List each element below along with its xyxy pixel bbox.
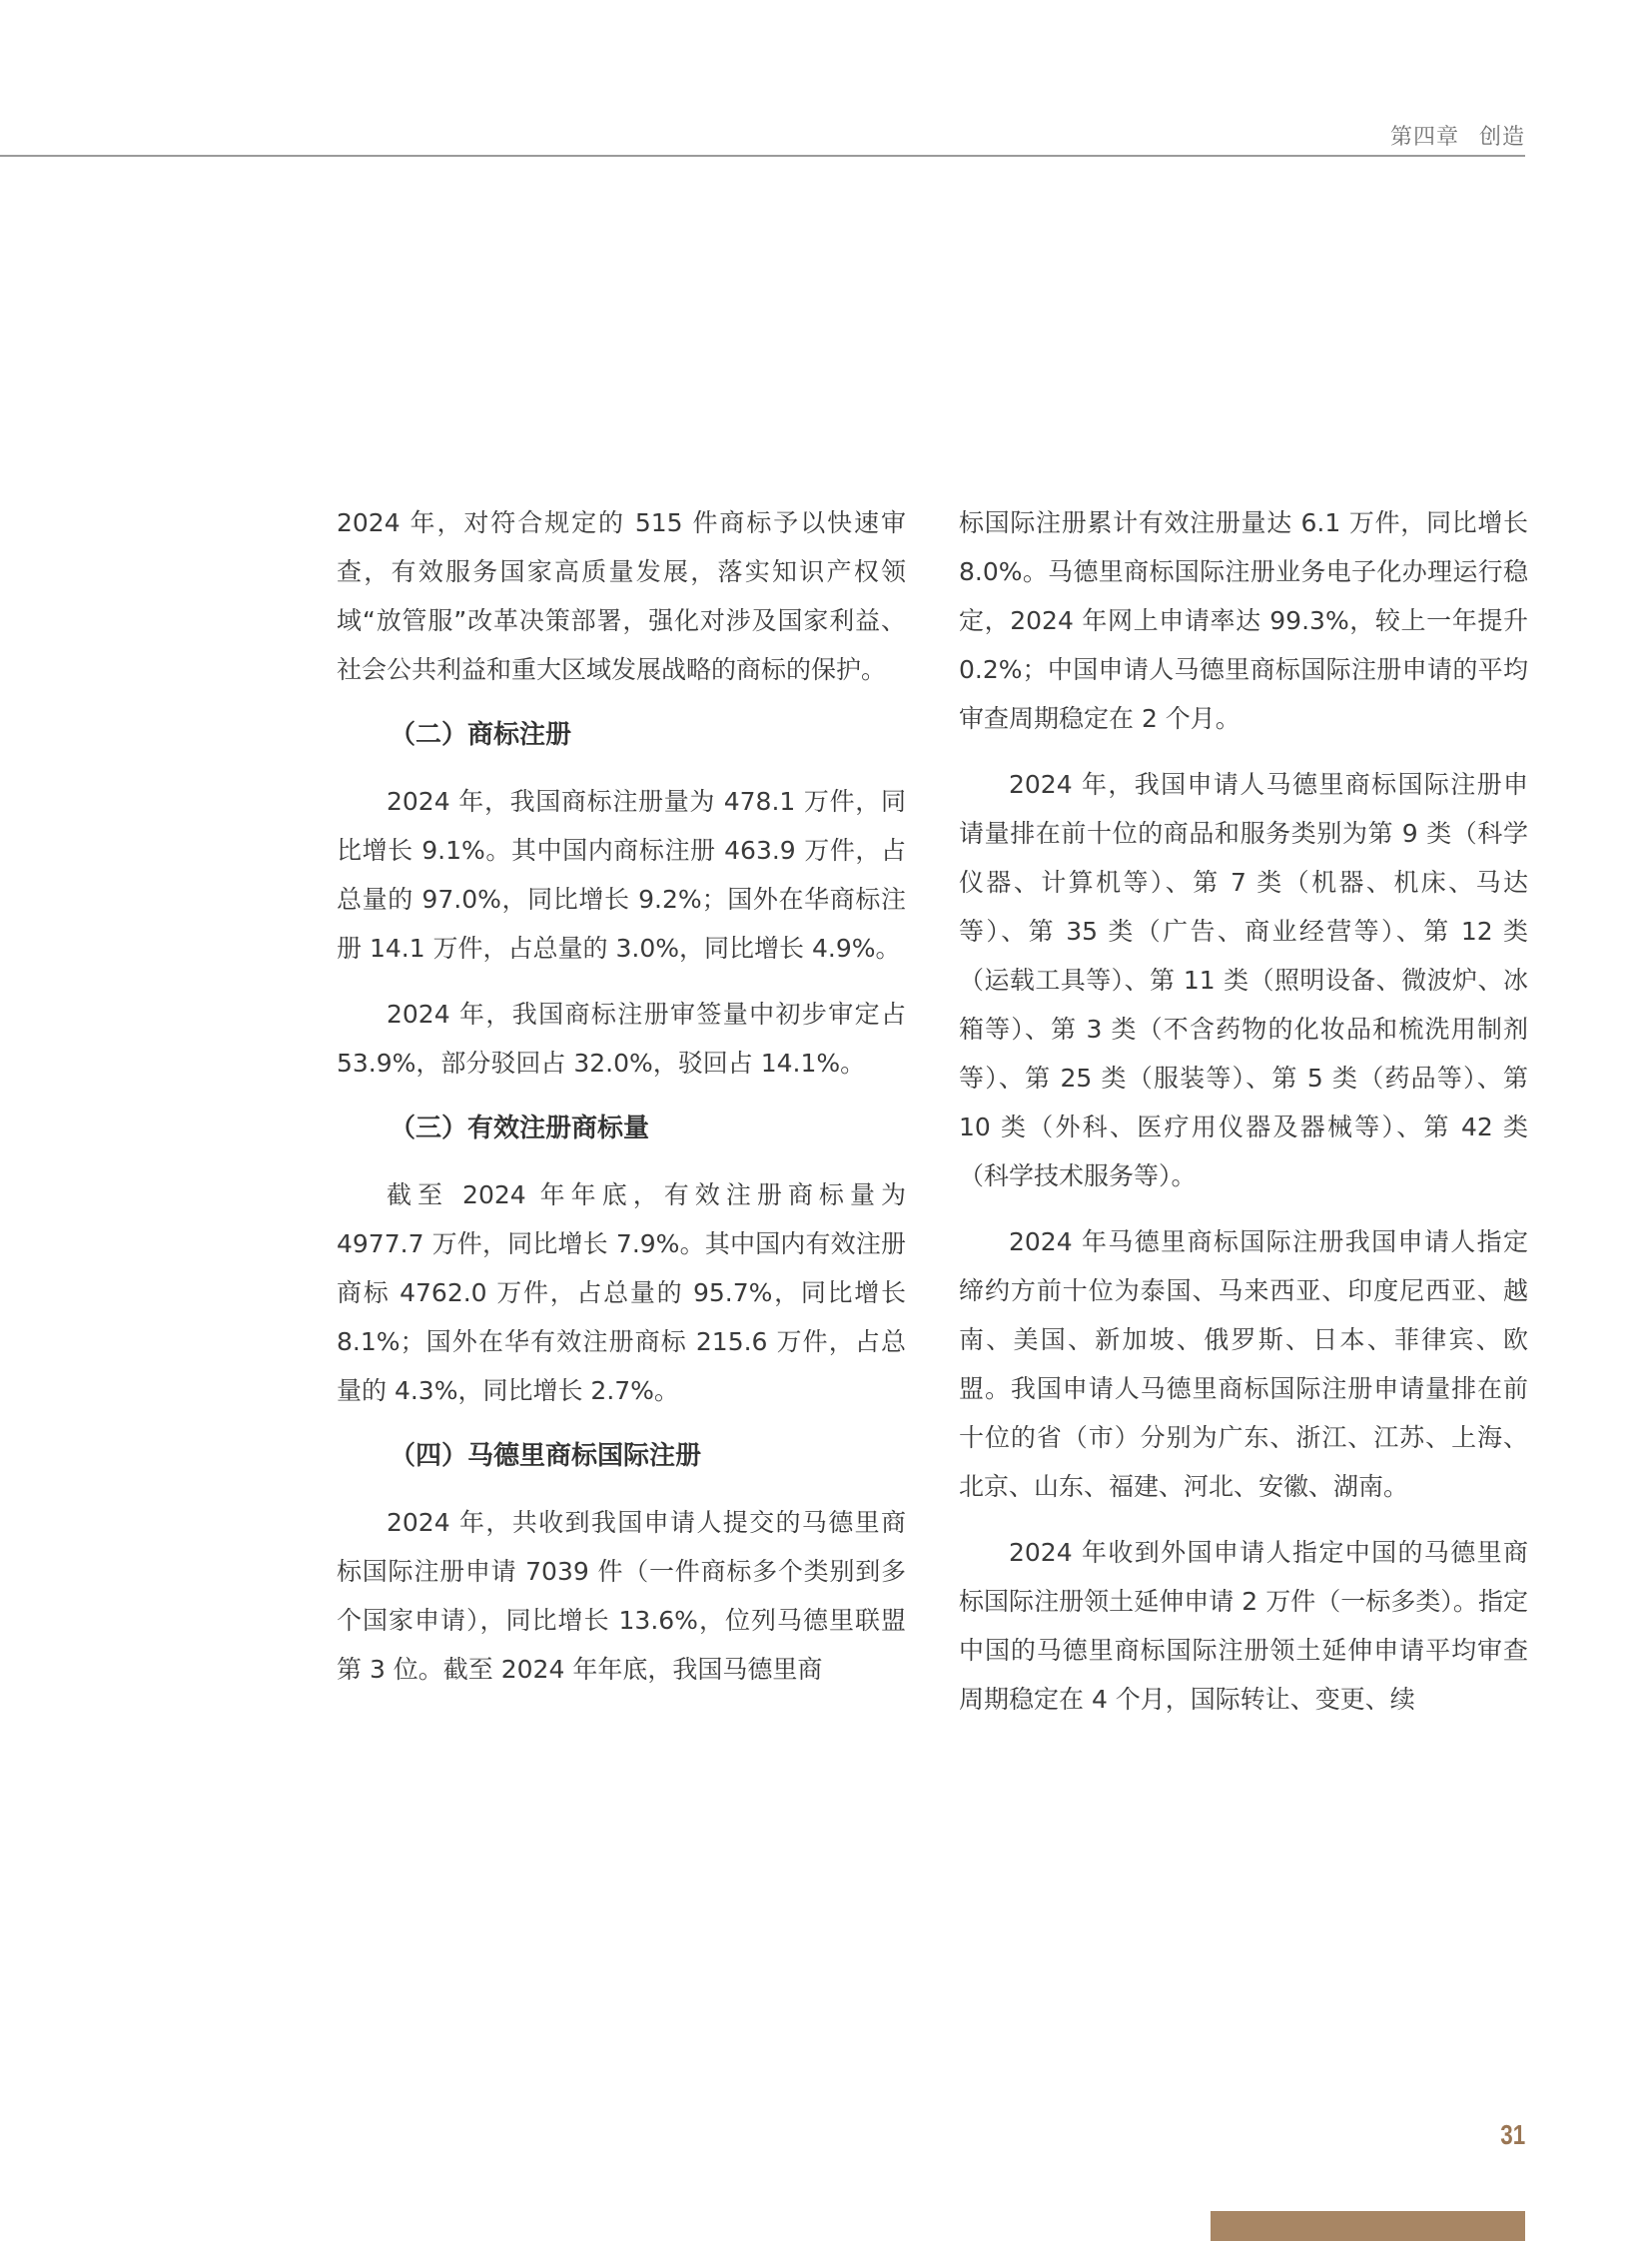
paragraph: 2024 年，我国申请人马德里商标国际注册申请量排在前十位的商品和服务类别为第 9 类（科学仪器、计算机等）、第 7 类（机器、机床、马达等）、第 35 类（广告、商业经营等）、第 12 类（运载工具等）、第 11 类（照明设备、微波炉、冰箱等）、第 3 类（不含药物的化妆品和梳洗用制剂等）、第 25 类（服装等）、第 5 类（药品等）、第 10 类（外科、医疗用仪器及器械等）、第 42 类（科学技术服务等）。 <box>959 770 1528 1190</box>
paragraph: 2024 年，我国商标注册量为 478.1 万件，同比增长 9.1%。其中国内商标注册 463.9 万件，占总量的 97.0%，同比增长 9.2%；国外在华商标注册 14.1 万件，占总量的 3.0%，同比增长 4.9%。 <box>337 787 906 963</box>
paragraph: 标国际注册累计有效注册量达 6.1 万件，同比增长 8.0%。马德里商标国际注册业务电子化办理运行稳定，2024 年网上申请率达 99.3%，较上一年提升 0.2%；中国申请人马德里商标国际注册申请的平均审查周期稳定在 2 个月。 <box>959 508 1528 733</box>
chapter-label <box>1390 120 1525 151</box>
section-heading-trademark-registration: （二）商标注册 <box>390 720 572 750</box>
chapter-number: 第四章 <box>1389 125 1459 150</box>
paragraph: 2024 年收到外国申请人指定中国的马德里商标国际注册领土延伸申请 2 万件（一标多类）。指定中国的马德里商标国际注册领土延伸申请平均审查周期稳定在 4 个月，国际转让、变更、续 <box>959 1538 1528 1714</box>
header-rule <box>0 155 1525 157</box>
section-heading-madrid: （四）马德里商标国际注册 <box>390 1441 702 1471</box>
decorative-corner-bar <box>1211 2211 1525 2241</box>
right-column <box>959 498 1528 1724</box>
page-number: 31 <box>1500 2119 1525 2150</box>
left-column <box>337 498 906 1694</box>
paragraph: 截至 2024 年年底，有效注册商标量为 4977.7 万件，同比增长 7.9%。其中国内有效注册商标 4762.0 万件，占总量的 95.7%，同比增长 8.1%；国外在华有效注册商标 215.6 万件，占总量的 4.3%，同比增长 2.7%。 <box>337 1180 906 1405</box>
paragraph: 2024 年，对符合规定的 515 件商标予以快速审查，有效服务国家高质量发展，落实知识产权领域“放管服”改革决策部署，强化对涉及国家利益、社会公共利益和重大区域发展战略的商标的保护。 <box>337 508 906 684</box>
paragraph: 2024 年，我国商标注册审签量中初步审定占 53.9%，部分驳回占 32.0%，驳回占 14.1%。 <box>337 1000 906 1078</box>
section-heading-valid-trademarks: （三）有效注册商标量 <box>390 1114 650 1143</box>
paragraph: 2024 年马德里商标国际注册我国申请人指定缔约方前十位为泰国、马来西亚、印度尼西亚、越南、美国、新加坡、俄罗斯、日本、菲律宾、欧盟。我国申请人马德里商标国际注册申请量排在前十位的省（市）分别为广东、浙江、江苏、上海、北京、山东、福建、河北、安徽、湖南。 <box>959 1227 1528 1501</box>
chapter-title: 创造 <box>1478 125 1525 150</box>
paragraph: 2024 年，共收到我国申请人提交的马德里商标国际注册申请 7039 件（一件商标多个类别到多个国家申请），同比增长 13.6%，位列马德里联盟第 3 位。截至 2024 年年底，我国马德里商 <box>337 1508 906 1684</box>
